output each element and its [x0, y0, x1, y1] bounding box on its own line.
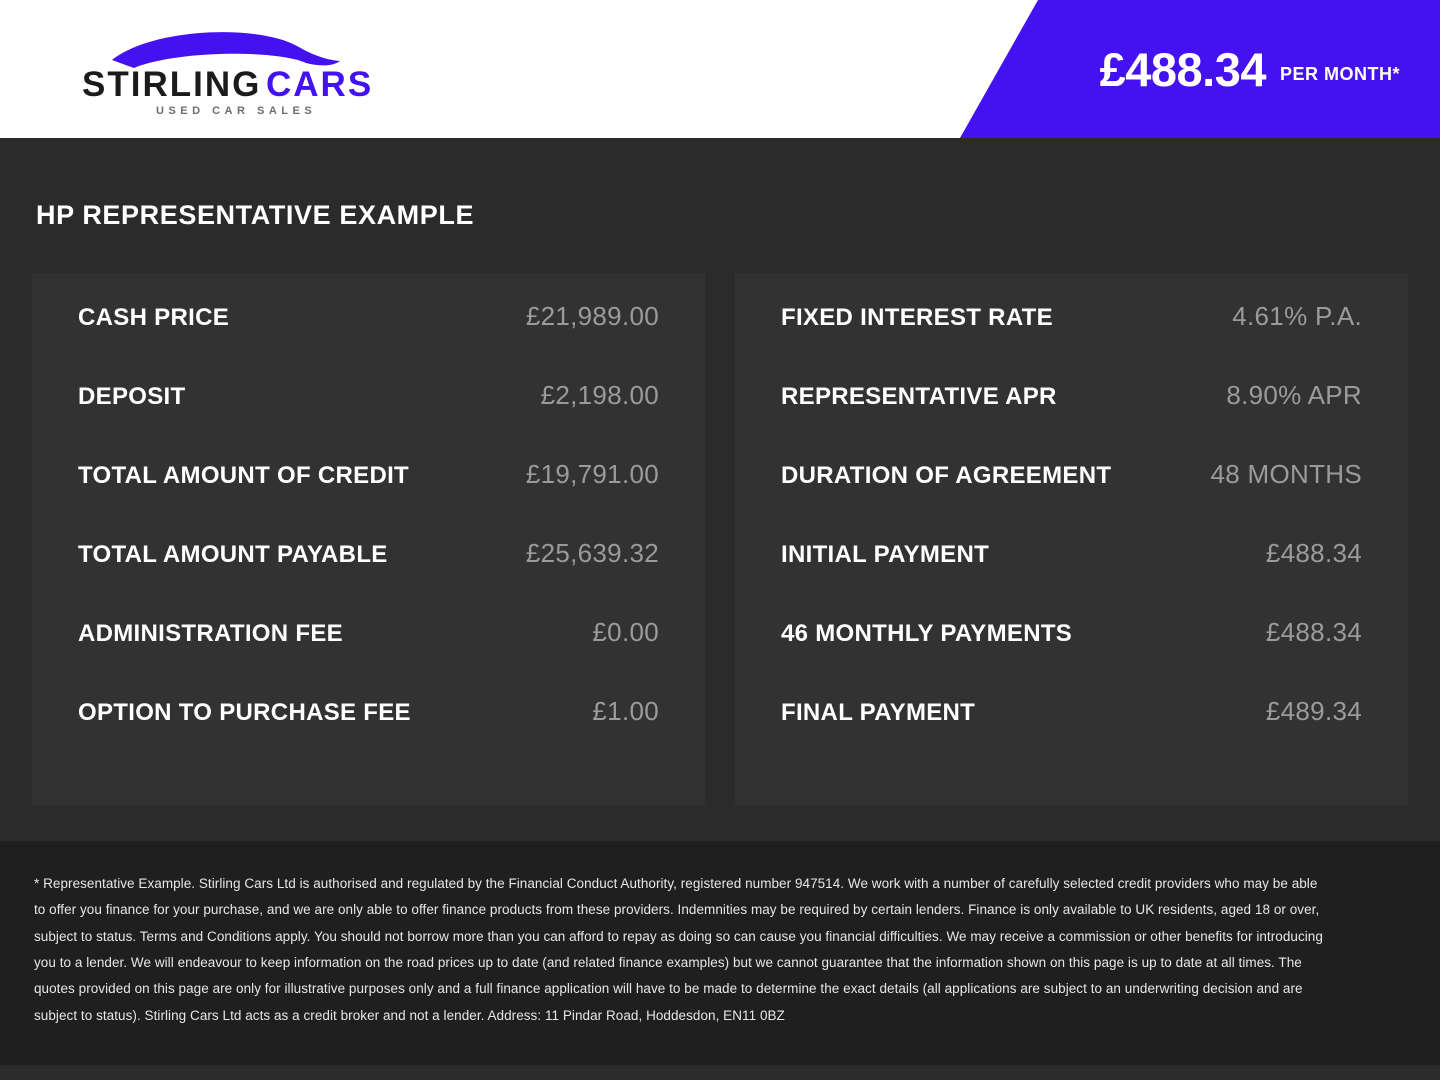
table-row	[78, 617, 659, 696]
row-value: £488.34	[1265, 617, 1362, 647]
row-value: £2,198.00	[540, 380, 659, 410]
main-content	[0, 138, 1440, 805]
monthly-price	[1100, 0, 1400, 138]
finance-tables	[32, 273, 1408, 805]
price-period: PER MONTH*	[1279, 63, 1400, 84]
row-label: REPRESENTATIVE APR	[781, 383, 1057, 410]
page-header	[0, 0, 1440, 138]
row-label: CASH PRICE	[78, 304, 230, 331]
row-value: £19,791.00	[525, 459, 659, 489]
row-value: £489.34	[1265, 696, 1362, 726]
table-row	[78, 538, 659, 617]
row-label: DEPOSIT	[78, 383, 186, 410]
price-amount: £488.34	[1099, 42, 1266, 96]
row-value: 48 MONTHS	[1210, 459, 1362, 489]
row-label: 46 MONTHLY PAYMENTS	[781, 620, 1073, 647]
table-row	[78, 459, 659, 538]
row-label: FINAL PAYMENT	[781, 699, 976, 726]
row-label: TOTAL AMOUNT OF CREDIT	[78, 462, 410, 489]
table-row	[781, 459, 1362, 538]
row-value: 4.61% P.A.	[1232, 301, 1362, 331]
svg-text:CARS: CARS	[266, 65, 374, 104]
table-row	[78, 301, 659, 380]
row-label: INITIAL PAYMENT	[781, 541, 990, 568]
table-row	[78, 696, 659, 775]
row-label: TOTAL AMOUNT PAYABLE	[78, 541, 388, 568]
table-row	[781, 380, 1362, 459]
page-title: HP REPRESENTATIVE EXAMPLE	[36, 200, 475, 230]
finance-table-left	[32, 273, 705, 805]
disclaimer-section	[0, 841, 1440, 1065]
row-label: OPTION TO PURCHASE FEE	[78, 699, 411, 726]
row-value: £25,639.32	[525, 538, 659, 568]
table-row	[781, 617, 1362, 696]
svg-text:USED CAR SALES: USED CAR SALES	[156, 105, 317, 117]
row-label: DURATION OF AGREEMENT	[781, 462, 1112, 489]
disclaimer-text: * Representative Example. Stirling Cars Ltd is authorised and regulated by the Financial Conduct Authority, registered number 947514. We work with a number of carefully selected credit providers who may be able to offer you finance for your purchase, and we are only able to offer finance products from these providers. Indemnities may be required by certain lenders. Finance is only available to UK residents, aged 18 or over, subject to status. Terms and Conditions apply. You should not borrow more than you can afford to repay as doing so can cause you financial difficulties. We may receive a commission or other benefits for introducing you to a lender. We will endeavour to keep information on the road prices up to date (and related finance examples) but we cannot guarantee that the information shown on this page is up to date at all times. The quotes provided on this page are only for illustrative purposes only and a full finance application will have to be made to determine the exact details (all applications are subject to an underwriting decision and are subject to status). Stirling Cars Ltd acts as a credit broker and not a lender. Address: 11 Pindar Road, Hoddesdon, EN11 0BZ	[34, 876, 1323, 1023]
table-row	[781, 538, 1362, 617]
row-value: £21,989.00	[525, 301, 659, 331]
table-row	[781, 301, 1362, 380]
row-label: FIXED INTEREST RATE	[781, 304, 1053, 331]
svg-text:STIRLING: STIRLING	[82, 65, 262, 104]
finance-table-right	[735, 273, 1408, 805]
brand-logo[interactable]	[82, 20, 412, 120]
row-value: 8.90% APR	[1226, 380, 1362, 410]
row-value: £0.00	[592, 617, 659, 647]
table-row	[78, 380, 659, 459]
row-value: £488.34	[1265, 538, 1362, 568]
table-row	[781, 696, 1362, 775]
row-label: ADMINISTRATION FEE	[78, 620, 343, 647]
row-value: £1.00	[592, 696, 659, 726]
